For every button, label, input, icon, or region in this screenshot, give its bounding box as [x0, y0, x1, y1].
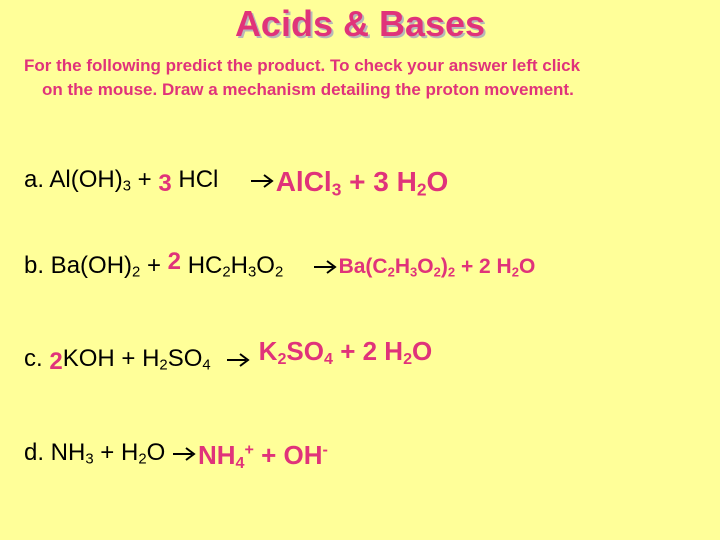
problem-b — [24, 248, 536, 281]
right-arrow-icon — [250, 174, 276, 188]
problem-b-coefficient: 2 — [167, 248, 182, 275]
right-arrow-icon — [172, 447, 198, 461]
problem-a-coefficient: 3 — [158, 170, 172, 197]
problem-a-answer: AlCl$_3$ + 3 $H_2O$ — [275, 166, 449, 200]
problem-a-reactant-1: a. $Al(OH)_3$ — [24, 166, 131, 195]
problem-d — [24, 436, 328, 473]
problem-c-answer: $K_2SO_4 + 2$ $H_2O$ — [258, 336, 433, 369]
problem-b-reactant-2: $HC_2H_3O_2$ — [187, 252, 284, 281]
plus-sign: + — [130, 166, 159, 193]
right-arrow-icon — [226, 353, 252, 367]
problem-c-reactants: KOH + $H_2SO_4$ — [62, 345, 211, 374]
instructions-line-2: on the mouse. Draw a mechanism detailing the proton movement. — [42, 80, 574, 99]
problem-d-answer: $NH_4^+ + OH^-$ — [197, 440, 328, 473]
problem-c — [24, 336, 433, 375]
slide-title: Acids & Bases — [234, 3, 486, 44]
problem-a — [24, 162, 449, 200]
problem-d-reactants: d. $NH_3 + H_2O$ — [24, 439, 166, 468]
plus-sign: + — [140, 252, 168, 279]
problem-c-coefficient: 2 — [49, 348, 63, 375]
instructions — [24, 54, 704, 102]
problem-b-answer: $Ba(C_2H_3O_2)_2 + 2$ $H_2O$ — [338, 255, 536, 280]
right-arrow-icon — [313, 260, 339, 274]
problem-b-reactant-1: b. $Ba(OH)_2$ — [24, 252, 141, 281]
problem-c-label: c. — [24, 345, 50, 372]
problem-a-reactant-2: HCl — [171, 166, 219, 193]
instructions-line-1: For the following predict the product. To check your answer left click — [24, 56, 581, 75]
